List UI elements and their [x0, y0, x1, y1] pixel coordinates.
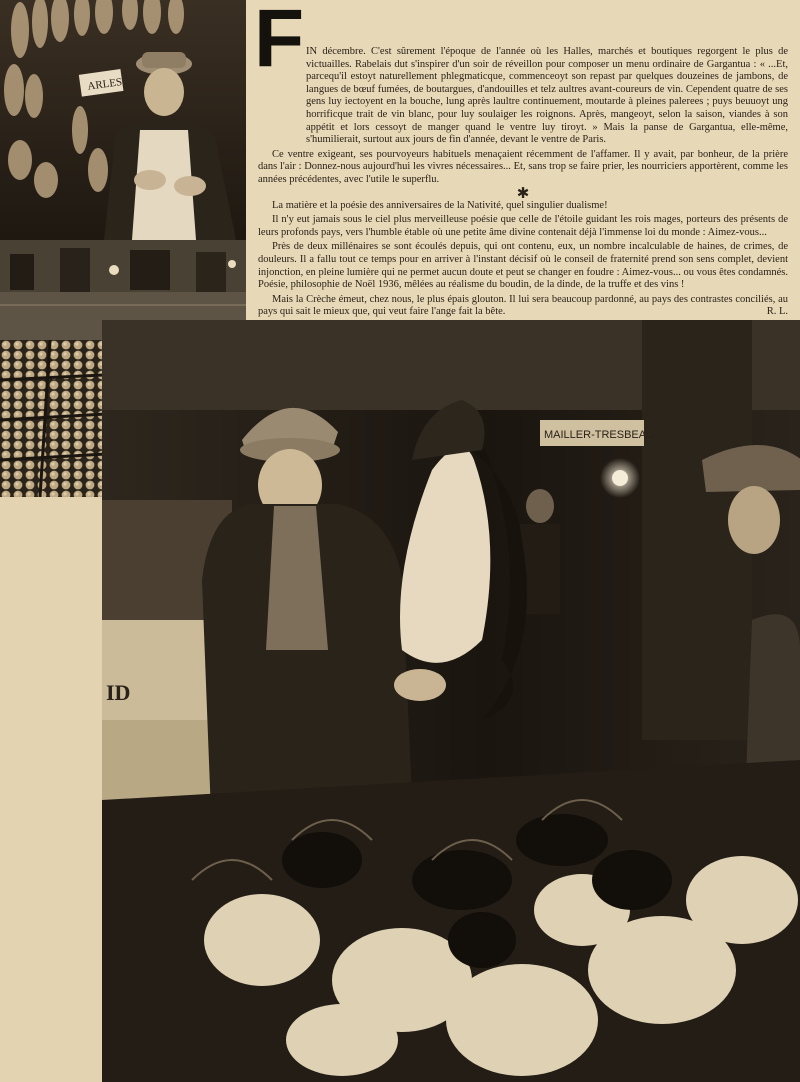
- left-margin-strip: [0, 497, 102, 1082]
- section-separator: ✱: [516, 185, 530, 202]
- paragraph-6-text: Mais la Crèche émeut, chez nous, le plus épais glouton. Il lui sera beaucoup pardonné, au pays des contrastes conciliés, au pays qui sait le mieux que, qui veut faire l'ange fait la bête.: [258, 293, 788, 318]
- paragraph-1: IN décembre. C'est sûrement l'époque de l'année où les Halles, marchés et boutiques regorgent le plus de victuailles. Rabelais dut s'inspirer d'un soir de réveillon pour composer un menu ordinaire de Gargantua : « ...Et, parcequ'il estoyt naturellement phlegmaticque, commenceoyt son repast par quelques douzeines de jambons, de langues de bœuf fumées, de boutargues, d'andouilles et telz aultres avant-coureurs de vin. Cependent quatre de ses gens luy iectoyent en la bouche, lung après laultre continuement, moutarde à pleines palerees ; puys beuuoyt ung horrificque trait de vin blanc, pour luy soulaiger les roignons. Après, mangeoyt, selon la saison, viandes à son appétit et lors cessoyt de manger quand le ventre luy tiroyt. » Mais la panse de Gargantua, elle-même, s'humilierait, surtout aux jours de fin d'année, devant le ventre de Paris.: [306, 46, 788, 146]
- paragraph-3: La matière et la poésie des anniversaires de la Nativité, quel singulier dualisme!: [272, 199, 608, 211]
- signature: R. L.: [766, 306, 788, 318]
- paragraph-5: Près de deux millénaires se sont écoulés depuis, qui ont contenu, eux, un nombre incalculable de haines, de crimes, de douleurs. Il a fallu tout ce temps pour en arriver à l'instant décisif où le conseil de fraternité prend son sens complet, devient injonction, en pleine lumière qui ne permet aucun doute et peut se changer en foudre : Aimez-vous... ou vous êtes condamnés. Poésie, philosophie de Noël 1936, mêlées au réalisme du boudin, de la dinde, de la truffe et des vins !: [258, 241, 788, 291]
- photo-poultry-market: [102, 320, 800, 1082]
- paragraph-2: Ce ventre exigeant, ses pourvoyeurs habituels menaçaient récemment de l'affamer. Il y avait, par bonheur, de la prière dans l'air : Donnez-nous aujourd'hui les vivres nécessaires... Et, sans trop se faire prier, les nourriciers apportèrent, comme les années précédentes, avec l'utile le superflu.: [258, 148, 788, 185]
- drop-cap: F: [254, 0, 305, 84]
- crate-letters: ID: [106, 680, 131, 705]
- photo-sausage-vendor: [0, 0, 246, 240]
- article-text: [246, 0, 800, 320]
- paragraph-6: [258, 294, 788, 319]
- sign-arles: ARLES: [86, 75, 123, 93]
- paragraph-4: Il n'y eut jamais sous le ciel plus merveilleuse poésie que celle de l'étoile guidant les rois mages, porteurs des présents de leurs profonds pays, vers l'humble étable où une petite âme divine contenait déjà l'immense loi du monde : Aimez-vous...: [258, 214, 788, 238]
- shop-sign: MAILLER-TRESBEAU: [544, 429, 655, 441]
